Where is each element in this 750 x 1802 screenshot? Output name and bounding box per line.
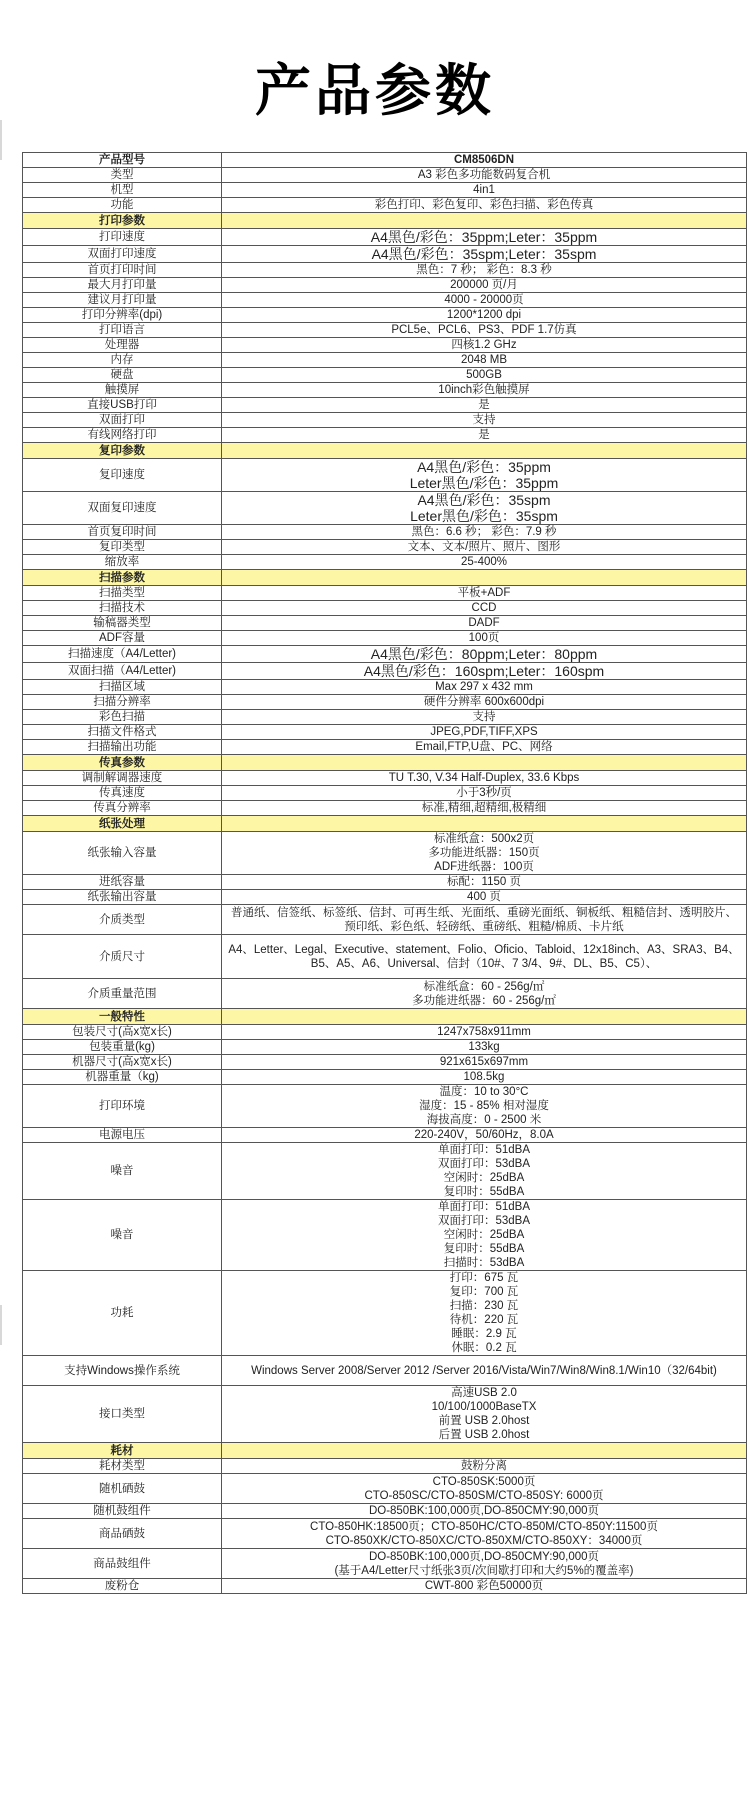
spec-label: 机型: [23, 183, 222, 198]
spec-label: 处理器: [23, 338, 222, 353]
spec-label: 包装尺寸(高x宽x长): [23, 1025, 222, 1040]
spec-label: 直接USB打印: [23, 398, 222, 413]
spec-label: 建议月打印量: [23, 293, 222, 308]
spec-label: 打印速度: [23, 229, 222, 246]
spec-value-line: 400 页: [467, 891, 501, 903]
spec-label: 商品鼓组件: [23, 1549, 222, 1579]
spec-row: [23, 1025, 747, 1040]
spec-label: 调制解调器速度: [23, 771, 222, 786]
spec-value-line: CTO-850HK:18500页；CTO-850HC/CTO-850M/CTO-850Y:11500页: [310, 1520, 658, 1533]
spec-value-line: 温度：10 to 30°C: [439, 1086, 529, 1098]
spec-value: [222, 935, 747, 979]
spec-value: [222, 1474, 747, 1504]
spec-value: [222, 308, 747, 323]
spec-label: 废粉仓: [23, 1579, 222, 1594]
spec-value-line: 复印时：55dBA: [443, 1243, 525, 1255]
spec-value: [222, 1200, 747, 1271]
spec-label: 复印速度: [23, 459, 222, 492]
spec-value: [222, 710, 747, 725]
spec-label: 支持Windows操作系统: [23, 1356, 222, 1386]
spec-value: [222, 428, 747, 443]
spec-row: [23, 323, 747, 338]
spec-label: 最大月打印量: [23, 278, 222, 293]
spec-row: [23, 1549, 747, 1579]
spec-value: [222, 293, 747, 308]
spec-value-line: 是: [478, 429, 490, 441]
spec-label: 硬盘: [23, 368, 222, 383]
spec-value-line: 4in1: [473, 184, 495, 196]
spec-value: [222, 1085, 747, 1128]
spec-row: [23, 905, 747, 935]
spec-value: [222, 663, 747, 680]
spec-value: [222, 695, 747, 710]
spec-value: [222, 786, 747, 801]
spec-value: [222, 198, 747, 213]
spec-row: [23, 368, 747, 383]
spec-label: 首页复印时间: [23, 525, 222, 540]
spec-value: [222, 771, 747, 786]
spec-label: 介质尺寸: [23, 935, 222, 979]
spec-value: [222, 890, 747, 905]
spec-label: 类型: [23, 168, 222, 183]
spec-value-line: 彩色打印、彩色复印、彩色扫描、彩色传真: [374, 199, 594, 211]
spec-row: [23, 1271, 747, 1356]
spec-row: [23, 1579, 747, 1594]
spec-row: [23, 832, 747, 875]
spec-value: [222, 153, 747, 168]
page-title: 产品参数: [255, 59, 495, 124]
spec-label: 噪音: [23, 1143, 222, 1200]
spec-value-line: 4000 - 20000页: [444, 294, 524, 306]
spec-label: 随机硒鼓: [23, 1474, 222, 1504]
spec-row: [23, 183, 747, 198]
spec-value-line: 标配：1150 页: [447, 876, 521, 888]
spec-value: [222, 492, 747, 525]
spec-value-line: 多功能进纸器：150页: [428, 847, 540, 859]
spec-value-line: A4黑色/彩色：35spm;Leter：35spm: [371, 246, 597, 262]
section-title: 打印参数: [23, 213, 222, 229]
spec-value-line: 标准纸盒：60 - 256g/㎡: [423, 980, 545, 993]
spec-value-line: 1247x758x911mm: [437, 1026, 531, 1038]
spec-value: [222, 979, 747, 1009]
spec-value-line: 单面打印：51dBA: [437, 1201, 531, 1213]
spec-row: [23, 1085, 747, 1128]
spec-value-line: A4黑色/彩色：160spm;Leter：160spm: [363, 663, 605, 679]
spec-row: [23, 398, 747, 413]
spec-value-line: 空闲时：25dBA: [443, 1229, 525, 1241]
section-header-row: [23, 755, 747, 771]
spec-value: [222, 413, 747, 428]
spec-value-line: 是: [478, 399, 490, 411]
spec-table: [22, 152, 747, 1594]
spec-value: [222, 1128, 747, 1143]
section-fill: [222, 443, 747, 459]
spec-label: 有线网络打印: [23, 428, 222, 443]
spec-row: [23, 229, 747, 246]
spec-value-line: 四核1.2 GHz: [451, 339, 517, 351]
section-title: 复印参数: [23, 443, 222, 459]
spec-value: [222, 168, 747, 183]
spec-label: 机器尺寸(高x宽x长): [23, 1055, 222, 1070]
spec-label: 扫描区域: [23, 680, 222, 695]
spec-value-line: 平板+ADF: [457, 587, 511, 599]
spec-value-line: CTO-850SC/CTO-850SM/CTO-850SY: 6000页: [364, 1489, 604, 1502]
section-title: 扫描参数: [23, 570, 222, 586]
spec-value-line: 黑色：7 秒； 彩色：8.3 秒: [416, 264, 552, 276]
spec-value-line: 多功能进纸器：60 - 256g/㎡: [412, 994, 556, 1007]
spec-value: [222, 1549, 747, 1579]
spec-value: [222, 1070, 747, 1085]
spec-label: 扫描速度（A4/Letter): [23, 646, 222, 663]
spec-value: [222, 601, 747, 616]
spec-label: 双面复印速度: [23, 492, 222, 525]
spec-value: [222, 586, 747, 601]
spec-row: [23, 198, 747, 213]
spec-value: [222, 353, 747, 368]
spec-label: 内存: [23, 353, 222, 368]
spec-value: [222, 183, 747, 198]
spec-row: [23, 263, 747, 278]
spec-value-line: DO-850BK:100,000页,DO-850CMY:90,000页: [368, 1505, 600, 1517]
spec-label: 功耗: [23, 1271, 222, 1356]
spec-value-line: 文本、文本/照片、照片、图形: [407, 541, 561, 553]
spec-value-line: CTO-850SK:5000页: [432, 1475, 536, 1488]
spec-row: [23, 1143, 747, 1200]
spec-value: [222, 398, 747, 413]
spec-row: [23, 540, 747, 555]
section-title: 一般特性: [23, 1009, 222, 1025]
spec-value-line: A3 彩色多功能数码复合机: [417, 169, 551, 181]
spec-value: [222, 1356, 747, 1386]
spec-value-line: 921x615x697mm: [439, 1056, 529, 1068]
spec-value: [222, 525, 747, 540]
spec-row: [23, 1055, 747, 1070]
spec-value-line: 10/100/1000BaseTX: [431, 1401, 537, 1413]
spec-row: [23, 293, 747, 308]
spec-row: [23, 875, 747, 890]
spec-value-line: 10inch彩色触摸屏: [438, 384, 530, 396]
spec-value: [222, 1459, 747, 1474]
spec-value-line: A4黑色/彩色：35spm: [417, 492, 551, 508]
spec-row: [23, 168, 747, 183]
section-fill: [222, 570, 747, 586]
spec-row: [23, 278, 747, 293]
spec-value-line: 双面打印：53dBA: [437, 1158, 531, 1170]
spec-row: [23, 663, 747, 680]
spec-value-line: 湿度：15 - 85% 相对湿度: [419, 1100, 549, 1112]
spec-row: [23, 1200, 747, 1271]
spec-value-line: CCD: [471, 602, 497, 614]
spec-row: [23, 413, 747, 428]
spec-label: 进纸容量: [23, 875, 222, 890]
spec-value-line: 标准,精细,超精细,极精细: [421, 802, 547, 814]
spec-row: [23, 646, 747, 663]
spec-row: [23, 601, 747, 616]
section-fill: [222, 816, 747, 832]
spec-value-line: 扫描：230 瓦: [449, 1300, 519, 1312]
spec-value: [222, 540, 747, 555]
spec-value-line: 220-240V，50/60Hz，8.0A: [414, 1129, 554, 1141]
spec-value-line: A4黑色/彩色：80ppm;Leter：80ppm: [370, 646, 598, 662]
spec-value: [222, 1579, 747, 1594]
spec-value-line: CM8506DN: [453, 154, 515, 166]
spec-value: [222, 832, 747, 875]
spec-value-line: 睡眠：2.9 瓦: [451, 1328, 517, 1340]
spec-value: [222, 555, 747, 570]
spec-value: [222, 725, 747, 740]
spec-row: [23, 459, 747, 492]
spec-row: [23, 680, 747, 695]
spec-value: [222, 1519, 747, 1549]
spec-row: [23, 695, 747, 710]
spec-value: [222, 1025, 747, 1040]
spec-row: [23, 979, 747, 1009]
spec-value-line: 标准纸盒：500x2页: [433, 833, 535, 845]
spec-value: [222, 646, 747, 663]
spec-row: [23, 801, 747, 816]
spec-value-line: 前置 USB 2.0host: [438, 1415, 530, 1427]
section-header-row: [23, 1443, 747, 1459]
spec-row: [23, 786, 747, 801]
spec-value-line: 打印：675 瓦: [449, 1272, 519, 1284]
spec-value: [222, 1271, 747, 1356]
spec-value: [222, 631, 747, 646]
spec-value: [222, 338, 747, 353]
spec-label: 扫描输出功能: [23, 740, 222, 755]
spec-label: 纸张输出容量: [23, 890, 222, 905]
spec-value: [222, 383, 747, 398]
spec-label: 随机鼓组件: [23, 1504, 222, 1519]
section-fill: [222, 1009, 747, 1025]
spec-row: [23, 383, 747, 398]
section-title: 纸张处理: [23, 816, 222, 832]
spec-label: 扫描类型: [23, 586, 222, 601]
spec-value-line: 双面打印：53dBA: [437, 1215, 531, 1227]
spec-row: [23, 1128, 747, 1143]
spec-value-line: JPEG,PDF,TIFF,XPS: [430, 726, 538, 738]
spec-row: [23, 935, 747, 979]
spec-label: 介质类型: [23, 905, 222, 935]
spec-label: 输稿器类型: [23, 616, 222, 631]
spec-label: 打印分辨率(dpi): [23, 308, 222, 323]
spec-value: [222, 323, 747, 338]
spec-value-line: 2048 MB: [460, 354, 508, 366]
spec-value-line: 500GB: [466, 369, 502, 381]
spec-value: [222, 680, 747, 695]
spec-label: 机器重量（kg): [23, 1070, 222, 1085]
spec-value-line: 108.5kg: [463, 1071, 505, 1083]
spec-label: 接口类型: [23, 1386, 222, 1443]
spec-value-line: Windows Server 2008/Server 2012 /Server 2016/Vista/Win7/Win8/Win8.1/Win10（32/64bit): [251, 1364, 717, 1377]
spec-value-line: Leter黑色/彩色：35ppm: [409, 475, 559, 491]
spec-row: [23, 353, 747, 368]
section-title: 传真参数: [23, 755, 222, 771]
spec-label: 打印语言: [23, 323, 222, 338]
spec-row: [23, 1474, 747, 1504]
spec-row: [23, 525, 747, 540]
spec-row: [23, 308, 747, 323]
spec-label: 双面打印: [23, 413, 222, 428]
spec-value-line: 1200*1200 dpi: [446, 309, 522, 321]
spec-row: [23, 771, 747, 786]
spec-value-line: Leter黑色/彩色：35spm: [410, 508, 558, 524]
spec-row: [23, 1459, 747, 1474]
spec-value-line: 待机：220 瓦: [449, 1314, 519, 1326]
spec-row: [23, 153, 747, 168]
spec-value-line: 25-400%: [460, 556, 508, 568]
spec-label: 商品硒鼓: [23, 1519, 222, 1549]
spec-label: 产品型号: [23, 153, 222, 168]
section-header-row: [23, 816, 747, 832]
spec-row: [23, 338, 747, 353]
spec-label: 包装重量(kg): [23, 1040, 222, 1055]
spec-row: [23, 1040, 747, 1055]
spec-row: [23, 631, 747, 646]
section-fill: [222, 1443, 747, 1459]
spec-value: [222, 368, 747, 383]
spec-value-line: CWT-800 彩色50000页: [424, 1580, 544, 1592]
spec-label: 缩放率: [23, 555, 222, 570]
left-edge-mark: [0, 1305, 2, 1345]
section-fill: [222, 755, 747, 771]
spec-value-line: 普通纸、信签纸、标签纸、信封、可再生纸、光面纸、重磅光面纸、铜板纸、粗糙信封、透明胶片、预印纸、彩色纸、轻磅纸、重磅纸、粗糙/棉质、卡片纸: [231, 906, 737, 933]
spec-value-line: Max 297 x 432 mm: [435, 681, 533, 693]
spec-value: [222, 1143, 747, 1200]
spec-label: 扫描分辨率: [23, 695, 222, 710]
spec-value: [222, 459, 747, 492]
spec-value-line: Email,FTP,U盘、PC、网络: [415, 741, 553, 753]
section-header-row: [23, 570, 747, 586]
spec-label: 电源电压: [23, 1128, 222, 1143]
spec-label: ADF容量: [23, 631, 222, 646]
spec-value-line: 复印：700 瓦: [449, 1286, 519, 1298]
section-header-row: [23, 443, 747, 459]
section-header-row: [23, 1009, 747, 1025]
spec-label: 传真分辨率: [23, 801, 222, 816]
spec-row: [23, 492, 747, 525]
spec-value-line: DO-850BK:100,000页,DO-850CMY:90,000页: [368, 1550, 600, 1563]
spec-row: [23, 616, 747, 631]
spec-value-line: 休眠：0.2 瓦: [451, 1342, 517, 1354]
spec-value-line: 扫描时：53dBA: [443, 1257, 525, 1269]
spec-value-line: TU T.30, V.34 Half-Duplex, 33.6 Kbps: [388, 772, 580, 784]
spec-label: 传真速度: [23, 786, 222, 801]
spec-row: [23, 890, 747, 905]
spec-value-line: 100页: [468, 632, 500, 644]
spec-row: [23, 246, 747, 263]
spec-value: [222, 1386, 747, 1443]
spec-value-line: PCL5e、PCL6、PS3、PDF 1.7仿真: [391, 324, 577, 336]
spec-value-line: 小于3秒/页: [456, 787, 512, 799]
spec-row: [23, 586, 747, 601]
spec-label: 扫描文件格式: [23, 725, 222, 740]
spec-value-line: 单面打印：51dBA: [437, 1144, 531, 1156]
spec-value-line: ADF进纸器：100页: [434, 861, 534, 873]
spec-label: 首页打印时间: [23, 263, 222, 278]
spec-label: 介质重量范围: [23, 979, 222, 1009]
spec-value-line: (基于A4/Letter尺寸纸张3页/次间歇打印和大约5%的覆盖率): [334, 1564, 634, 1577]
spec-row: [23, 725, 747, 740]
spec-value-line: 支持: [472, 711, 496, 723]
spec-label: 彩色扫描: [23, 710, 222, 725]
spec-label: 扫描技术: [23, 601, 222, 616]
spec-row: [23, 1519, 747, 1549]
spec-value-line: DADF: [468, 617, 500, 629]
spec-row: [23, 555, 747, 570]
spec-label: 打印环境: [23, 1085, 222, 1128]
spec-value-line: 复印时：55dBA: [443, 1186, 525, 1198]
spec-value-line: CTO-850XK/CTO-850XC/CTO-850XM/CTO-850XY：34000页: [325, 1534, 643, 1547]
spec-row: [23, 1504, 747, 1519]
spec-value: [222, 616, 747, 631]
spec-label: 耗材类型: [23, 1459, 222, 1474]
section-title: 耗材: [23, 1443, 222, 1459]
spec-label: 双面扫描（A4/Letter): [23, 663, 222, 680]
spec-value-line: A4黑色/彩色：35ppm;Leter：35ppm: [370, 229, 598, 245]
section-fill: [222, 213, 747, 229]
spec-value: [222, 801, 747, 816]
spec-value: [222, 229, 747, 246]
spec-value: [222, 905, 747, 935]
spec-value: [222, 875, 747, 890]
spec-table-container: [22, 152, 740, 1594]
spec-label: 噪音: [23, 1200, 222, 1271]
spec-value-line: 后置 USB 2.0host: [438, 1429, 530, 1441]
spec-row: [23, 740, 747, 755]
spec-value-line: 200000 页/月: [450, 279, 518, 291]
spec-value: [222, 246, 747, 263]
spec-label: 双面打印速度: [23, 246, 222, 263]
spec-row: [23, 428, 747, 443]
section-header-row: [23, 213, 747, 229]
spec-value: [222, 263, 747, 278]
spec-row: [23, 1070, 747, 1085]
spec-value: [222, 1504, 747, 1519]
spec-value: [222, 1055, 747, 1070]
spec-value-line: A4、Letter、Legal、Executive、statement、Folio、Oficio、Tabloid、12x18inch、A3、SRA3、B4、B5、A5、A6、Universal、信封（10#、7 3/4、9#、DL、B5、C5）、: [228, 943, 740, 970]
spec-row: [23, 1386, 747, 1443]
spec-row: [23, 710, 747, 725]
spec-value-line: 海拔高度：0 - 2500 米: [426, 1114, 542, 1126]
spec-value-line: 支持: [472, 414, 496, 426]
spec-value-line: 高速USB 2.0: [451, 1387, 517, 1399]
spec-label: 纸张输入容量: [23, 832, 222, 875]
spec-label: 触摸屏: [23, 383, 222, 398]
spec-value-line: 鼓粉分离: [461, 1460, 507, 1472]
spec-label: 复印类型: [23, 540, 222, 555]
spec-value: [222, 278, 747, 293]
spec-value-line: 硬件分辨率 600x600dpi: [423, 696, 545, 708]
spec-row: [23, 1356, 747, 1386]
spec-value-line: 133kg: [468, 1041, 500, 1053]
spec-label: 功能: [23, 198, 222, 213]
spec-value-line: 空闲时：25dBA: [443, 1172, 525, 1184]
spec-value-line: 黑色：6.6 秒； 彩色：7.9 秒: [411, 526, 557, 538]
spec-value-line: A4黑色/彩色：35ppm: [417, 459, 551, 475]
spec-value: [222, 740, 747, 755]
spec-value: [222, 1040, 747, 1055]
